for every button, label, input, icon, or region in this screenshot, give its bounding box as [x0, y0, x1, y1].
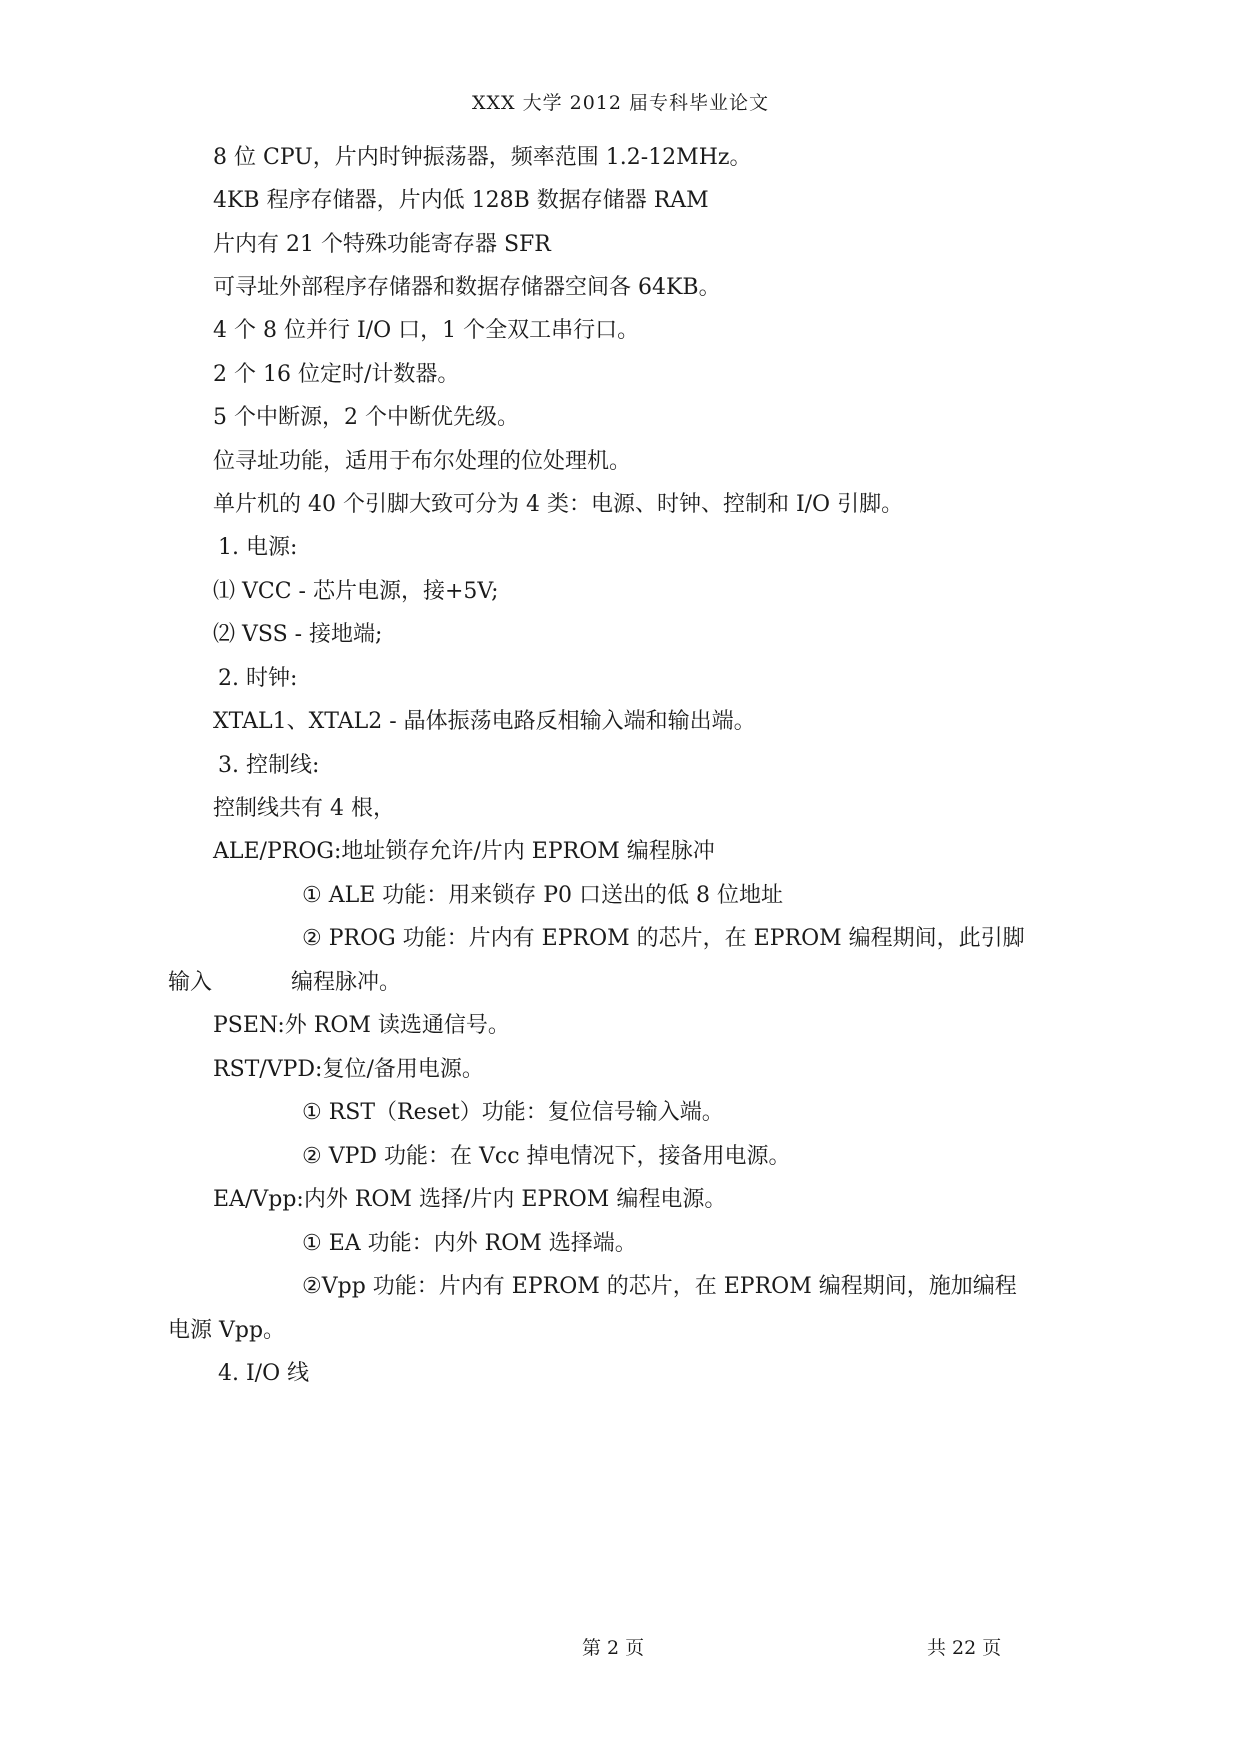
text-line: ②Vpp 功能：片内有 EPROM 的芯片，在 EPROM 编程期间，施加编程 [302, 1274, 1017, 1299]
text-line: 片内有 21 个特殊功能寄存器 SFR [213, 232, 551, 257]
running-header: XXX 大学 2012 届专科毕业论文 [471, 92, 770, 114]
text-line: EA/Vpp:内外 ROM 选择/片内 EPROM 编程电源。 [213, 1187, 727, 1212]
text-line: 4KB 程序存储器，片内低 128B 数据存储器 RAM [213, 188, 709, 213]
text-line: ② VPD 功能：在 Vcc 掉电情况下，接备用电源。 [302, 1144, 791, 1169]
text-line: ① ALE 功能：用来锁存 P0 口送出的低 8 位地址 [302, 883, 784, 908]
section-heading: 1. 电源: [218, 535, 298, 560]
text-line: 输入 [168, 970, 213, 995]
text-line: 4 个 8 位并行 I/O 口，1 个全双工串行口。 [213, 318, 640, 343]
section-heading: 2. 时钟: [218, 666, 298, 691]
text-line: 编程脉冲。 [291, 970, 402, 995]
section-heading: 3. 控制线: [218, 753, 320, 778]
text-line: XTAL1、XTAL2 - 晶体振荡电路反相输入端和输出端。 [213, 709, 756, 734]
text-line: RST/VPD:复位/备用电源。 [213, 1057, 484, 1082]
text-line: 控制线共有 4 根， [213, 796, 395, 821]
section-heading: 4. I/O 线 [218, 1361, 310, 1386]
text-line: ⑴ VCC - 芯片电源，接+5V; [213, 579, 499, 604]
page-total: 共 22 页 [927, 1637, 1002, 1659]
text-line: ALE/PROG:地址锁存允许/片内 EPROM 编程脉冲 [213, 839, 715, 864]
text-line: 电源 Vpp。 [168, 1318, 286, 1343]
text-line: 8 位 CPU，片内时钟振荡器，频率范围 1.2-12MHz。 [213, 145, 752, 170]
text-line: 2 个 16 位定时/计数器。 [213, 362, 460, 387]
text-line: PSEN:外 ROM 读选通信号。 [213, 1013, 510, 1038]
text-line: 5 个中断源，2 个中断优先级。 [213, 405, 519, 430]
text-line: 单片机的 40 个引脚大致可分为 4 类：电源、时钟、控制和 I/O 引脚。 [213, 492, 904, 517]
text-line: ① RST（Reset）功能：复位信号输入端。 [302, 1100, 724, 1125]
page-number: 第 2 页 [582, 1637, 645, 1659]
text-line: ① EA 功能：内外 ROM 选择端。 [302, 1231, 637, 1256]
text-line: 可寻址外部程序存储器和数据存储器空间各 64KB。 [213, 275, 721, 300]
text-line: 位寻址功能，适用于布尔处理的位处理机。 [213, 449, 632, 474]
text-line: ② PROG 功能：片内有 EPROM 的芯片，在 EPROM 编程期间，此引脚 [302, 926, 1025, 951]
text-line: ⑵ VSS - 接地端; [213, 622, 383, 647]
